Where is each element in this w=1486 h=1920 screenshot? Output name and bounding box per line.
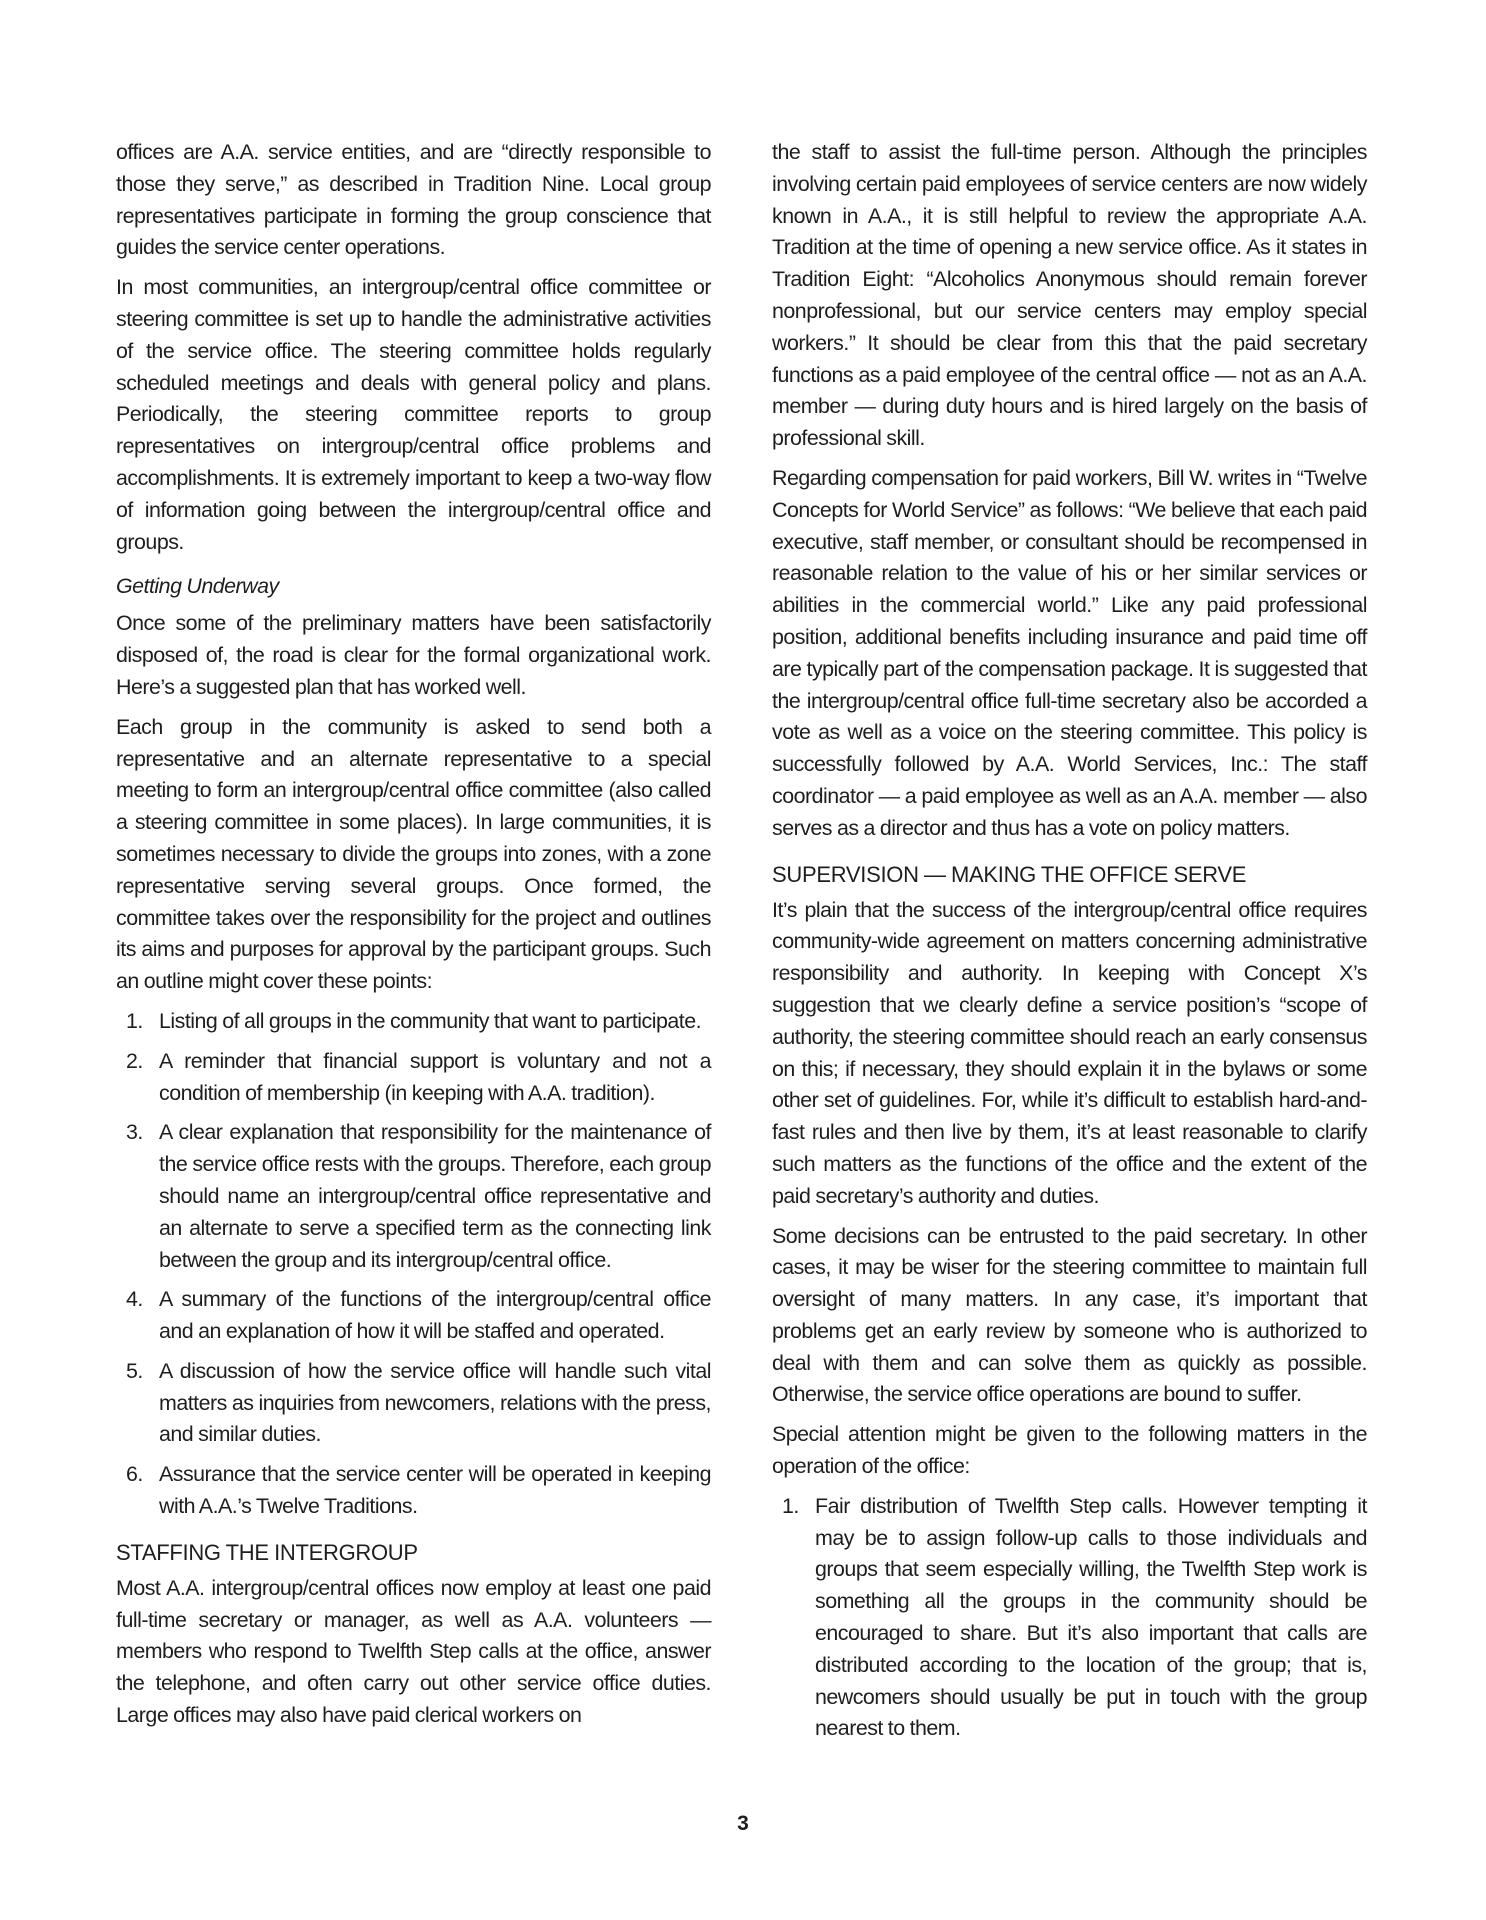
paragraph: Regarding compensation for paid workers, Bill W. writes in “Twelve Concepts for World Service” as follows: “We believe that each paid executive, staff member, or consultant should be recompensed in reasonable relation to the value of his or her similar services or abilities in the commercial world.” Like any paid professional position, additional benefits including insurance and paid time off are typically part of the compensation package. It is suggested that the intergroup/central office full-time secretary also be accorded a vote as well as a voice on the steering committee. This policy is successfully followed by A.A. World Services, Inc.: The staff coordinator — a paid employee as well as an A.A. member — also serves as a director and thus has a vote on policy matters. [772,465,1367,840]
list-item [116,1117,711,1276]
paragraph: Once some of the preliminary matters have been satisfactorily disposed of, the road is clear for the formal organizational work. Here’s a suggested plan that has worked well. [116,611,711,699]
list-item-text: A discussion of how the service office will handle such vital matters as inquiries from newcomers, relations with the press, and similar duties. [159,1358,711,1447]
list-item-text: A summary of the functions of the intergroup/central office and an explanation of how it will be staffed and operated. [159,1287,711,1344]
list-item [116,1006,711,1038]
list-item [116,1284,711,1348]
list-item-text: Fair distribution of Twelfth Step calls. However tempting it may be to assign follow-up calls to those individuals and groups that seem especially willing, the Twelfth Step work is something all the groups in the community should be encouraged to share. But it’s also important that calls are distributed according to the location of the group; that is, newcomers should usually be put in touch with the group nearest to them. [815,1493,1367,1741]
list-item [116,1046,711,1110]
list-number: 3. [126,1120,143,1145]
list-item [116,1356,711,1451]
paragraph: offices are A.A. service entities, and are “directly responsible to those they serve,” as described in Tradition Nine. Local group representatives participate in forming the group conscience that guides the service center operations. [116,140,711,260]
paragraph: Some decisions can be entrusted to the paid secretary. In other cases, it may be wiser for the steering committee to maintain full oversight of many matters. In any case, it’s important that problems get an early review by someone who is authorized to deal with them and can solve them as quickly as possible. Otherwise, the service office operations are bound to suffer. [772,1223,1367,1407]
paragraph: Special attention might be given to the following matters in the operation of the office: [772,1422,1367,1479]
list-number: 5. [126,1358,143,1383]
list-number: 1. [126,1008,143,1033]
list-item [116,1459,711,1523]
list-item [772,1491,1367,1745]
list-item-text: Assurance that the service center will be operated in keeping with A.A.’s Twelve Traditions. [159,1462,711,1519]
office-matters-list [772,1491,1367,1745]
right-column [772,137,1367,1755]
list-number: 1. [782,1493,799,1518]
paragraph: Each group in the community is asked to send both a representative and an alternate representative to a special meeting to form an intergroup/central office committee (also called a steering committee in some places). In large communities, it is sometimes necessary to divide the groups into zones, with a zone representative serving several groups. Once formed, the committee takes over the responsibility for the project and outlines its aims and purposes for approval by the participant groups. Such an outline might cover these points: [116,714,711,994]
paragraph: It’s plain that the success of the intergroup/central office requires community-wide agreement on matters concerning administrative responsibility and authority. In keeping with Concept X’s suggestion that we clearly define a service position’s “scope of authority, the steering committee should reach an early consensus on this; if necessary, they should explain it in the bylaws or some other set of guidelines. For, while it’s difficult to establish hard-and-fast rules and then live by them, it’s at least reasonable to clarify such matters as the functions of the office and the extent of the paid secretary’s authority and duties. [772,897,1367,1208]
paragraph: the staff to assist the full-time person. Although the principles involving certain paid employees of service centers are now widely known in A.A., it is still helpful to review the appropriate A.A. Tradition at the time of opening a new service office. As it states in Tradition Eight: “Alcoholics Anonymous should remain forever nonprofessional, but our service centers may employ special workers.” It should be clear from this that the paid secretary functions as a paid employee of the central office — not as an A.A. member — during duty hours and is hired largely on the basis of professional skill. [772,140,1367,451]
list-item-text: A reminder that financial support is voluntary and not a condition of membership (in keeping with A.A. tradition). [159,1048,711,1105]
list-item-text: Listing of all groups in the community that want to participate. [159,1008,702,1033]
page-number: 3 [737,1812,749,1835]
list-number: 2. [126,1048,143,1073]
paragraph: In most communities, an intergroup/central office committee or steering committee is set up to handle the administrative activities of the service office. The steering committee holds regularly scheduled meetings and deals with general policy and plans. Periodically, the steering committee reports to group representatives on intergroup/central office problems and accomplishments. It is extremely important to keep a two-way flow of information going between the intergroup/central office and groups. [116,275,711,554]
heading-supervision: SUPERVISION — MAKING THE OFFICE SERVE [772,861,1247,887]
subheading-getting-underway: Getting Underway [116,574,279,599]
list-number: 6. [126,1462,143,1487]
heading-staffing-the-intergroup: STAFFING THE INTERGROUP [116,1539,418,1565]
left-column [116,137,711,1740]
list-number: 4. [126,1287,143,1312]
paragraph: Most A.A. intergroup/central offices now employ at least one paid full-time secretary or manager, as well as A.A. volunteers — members who respond to Twelfth Step calls at the office, answer the telephone, and often carry out other service office duties. Large offices may also have paid clerical workers on [116,1575,711,1728]
outline-points-list [116,1006,711,1523]
list-item-text: A clear explanation that responsibility for the maintenance of the service office rests with the groups. Therefore, each group should name an intergroup/central office representative and an alternate to serve a specified term as the connecting link between the group and its intergroup/central office. [159,1120,711,1272]
